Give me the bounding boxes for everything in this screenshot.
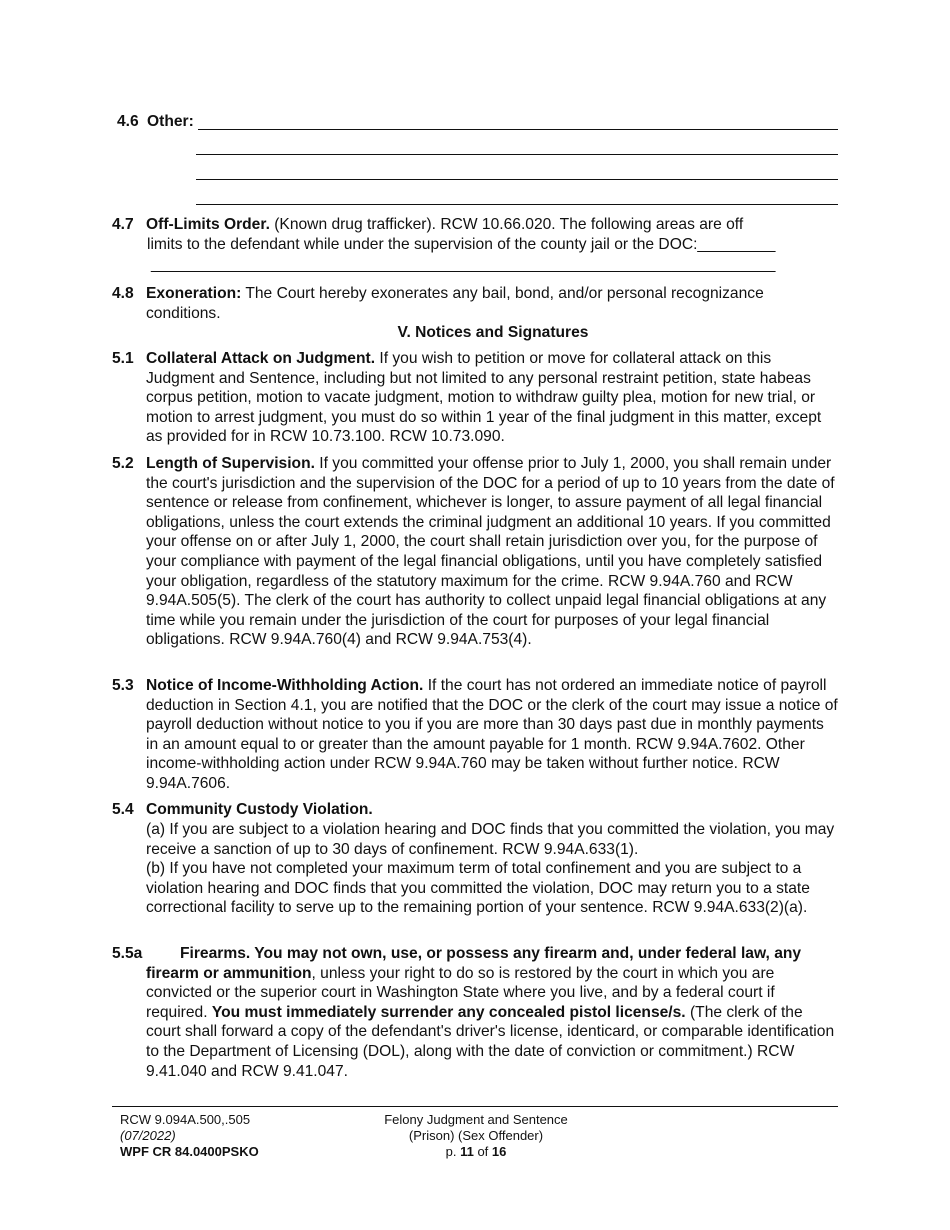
section-4-8-text: Exoneration: The Court hereby exonerates any bail, bond, and/or personal recognizance conditions. bbox=[146, 285, 764, 322]
section-5-2-number: 5.2 bbox=[112, 455, 134, 472]
other-line-1[interactable] bbox=[198, 129, 838, 130]
section-5-5a-text: Firearms. You may not own, use, or possess any firearm and, under federal law, any firearm or ammunition, unless your right to do so is restored by the court in which you are convicted or the superior court in Washington State where you live, and by a federal court if required. You must immediately surrender any concealed pistol license/s. (The clerk of the court shall forward a copy of the defendant's driver's license, identicard, or comparable identification to the Department of Licensing (DOL), along with the date of conviction or commitment.) RCW 9.41.040 and RCW 9.41.047. bbox=[146, 945, 835, 1080]
section-4-7-number: 4.7 bbox=[112, 216, 134, 233]
section-5-5a-title: Firearms. You may not own, use, or possess any firearm and, under federal law, any firearm or ammunition bbox=[146, 945, 802, 982]
footer-doc-title: Felony Judgment and Sentence bbox=[384, 1112, 568, 1127]
footer-form-code: WPF CR 84.0400PSKO bbox=[120, 1144, 259, 1159]
section-5-2-title: Length of Supervision. bbox=[146, 455, 315, 472]
footer-page-number: p. 11 of 16 bbox=[445, 1144, 507, 1159]
section-4-6-label: Other: bbox=[147, 113, 194, 130]
section-5-1-text: Collateral Attack on Judgment. If you wish to petition or move for collateral attack on this Judgment and Sentence, including but not limited to any personal restraint petition, state habeas corpus petition, motion to vacate judgment, motion to withdraw guilty plea, motion for new trial, or motion to arrest judgment, you must do so within 1 year of the final judgment in this matter, except as provided for in RCW 10.73.100. RCW 10.73.090. bbox=[146, 350, 822, 446]
section-5-4-number: 5.4 bbox=[112, 801, 134, 818]
section-4-7-title: Off-Limits Order. bbox=[146, 216, 270, 233]
other-line-4[interactable] bbox=[196, 204, 838, 205]
section-4-8-number: 4.8 bbox=[112, 285, 134, 302]
section-5-3-text: Notice of Income-Withholding Action. If the court has not ordered an immediate notice of payroll deduction in Section 4.1, you are notified that the DOC or the clerk of the court may issue a notice of payroll deduction without notice to you if you are more than 30 days past due in monthly payments in an amount equal to or greater than the amount payable for 1 month. RCW 9.94A.7602. Other income-withholding action under RCW 9.94A.760 may be taken without further notice. RCW 9.94A.7606. bbox=[146, 677, 838, 792]
footer-rule bbox=[112, 1106, 838, 1107]
section-4-8-title: Exoneration: bbox=[146, 285, 242, 302]
section-4-7-text: Off-Limits Order. (Known drug trafficker). RCW 10.66.020. The following areas are off bbox=[146, 216, 744, 233]
footer-rcw: RCW 9.094A.500,.505 bbox=[120, 1112, 251, 1127]
section-5-3-number: 5.3 bbox=[112, 677, 134, 694]
section-5-5a-number: 5.5a bbox=[112, 945, 143, 962]
section-5-5a-bold: You must immediately surrender any concealed pistol license/s. bbox=[211, 1003, 686, 1021]
section-4-6-number: 4.6 bbox=[117, 113, 139, 130]
other-line-3[interactable] bbox=[196, 179, 838, 180]
section-5-1-title: Collateral Attack on Judgment. bbox=[146, 350, 376, 367]
section-4-7-line3: ________________________________________________________________________ bbox=[151, 256, 776, 273]
section-5-2-text: Length of Supervision. If you committed your offense prior to July 1, 2000, you shall remain under the court's jurisdiction and the supervision of the DOC for a period of up to 10 years from the date of sentence or release from confinement, whichever is longer, to assure payment of all legal financial obligations, unless the court extends the criminal judgment an additional 10 years. If you committed your offense on or after July 1, 2000, the court shall retain jurisdiction over you, for the purpose of your compliance with payment of the legal financial obligations, until you have completely satisfied your obligation, regardless of the statutory maximum for the crime. RCW 9.94A.760 and RCW 9.94A.505(5). The clerk of the court has authority to collect unpaid legal financial obligations at any time while you remain under the jurisdiction of the court for purposes of your legal financial obligations. RCW 9.94A.760(4) and RCW 9.94A.753(4). bbox=[146, 455, 835, 649]
section-5-4-b: (b) If you have not completed your maximum term of total confinement and you are subject to a violation hearing and DOC finds that you committed the violation, DOC may return you to a state correctional facility to serve up to the remaining portion of your sentence. RCW 9.94A.633(2)(a). bbox=[146, 860, 810, 917]
footer-doc-subtitle: (Prison) (Sex Offender) bbox=[408, 1128, 544, 1143]
section-4-7-line2: limits to the defendant while under the supervision of the county jail or the DOC:_________ bbox=[147, 236, 776, 253]
section-5-1-number: 5.1 bbox=[112, 350, 134, 367]
footer-date: (07/2022) bbox=[120, 1128, 176, 1143]
section-5-3-title: Notice of Income-Withholding Action. bbox=[146, 677, 424, 694]
section-5-4-a: (a) If you are subject to a violation hearing and DOC finds that you committed the violation, you may receive a sanction of up to 30 days of confinement. RCW 9.94A.633(1). bbox=[146, 821, 835, 858]
section-v-heading: V. Notices and Signatures bbox=[397, 324, 589, 341]
other-line-2[interactable] bbox=[196, 154, 838, 155]
section-5-4-title: Community Custody Violation. bbox=[146, 801, 373, 818]
